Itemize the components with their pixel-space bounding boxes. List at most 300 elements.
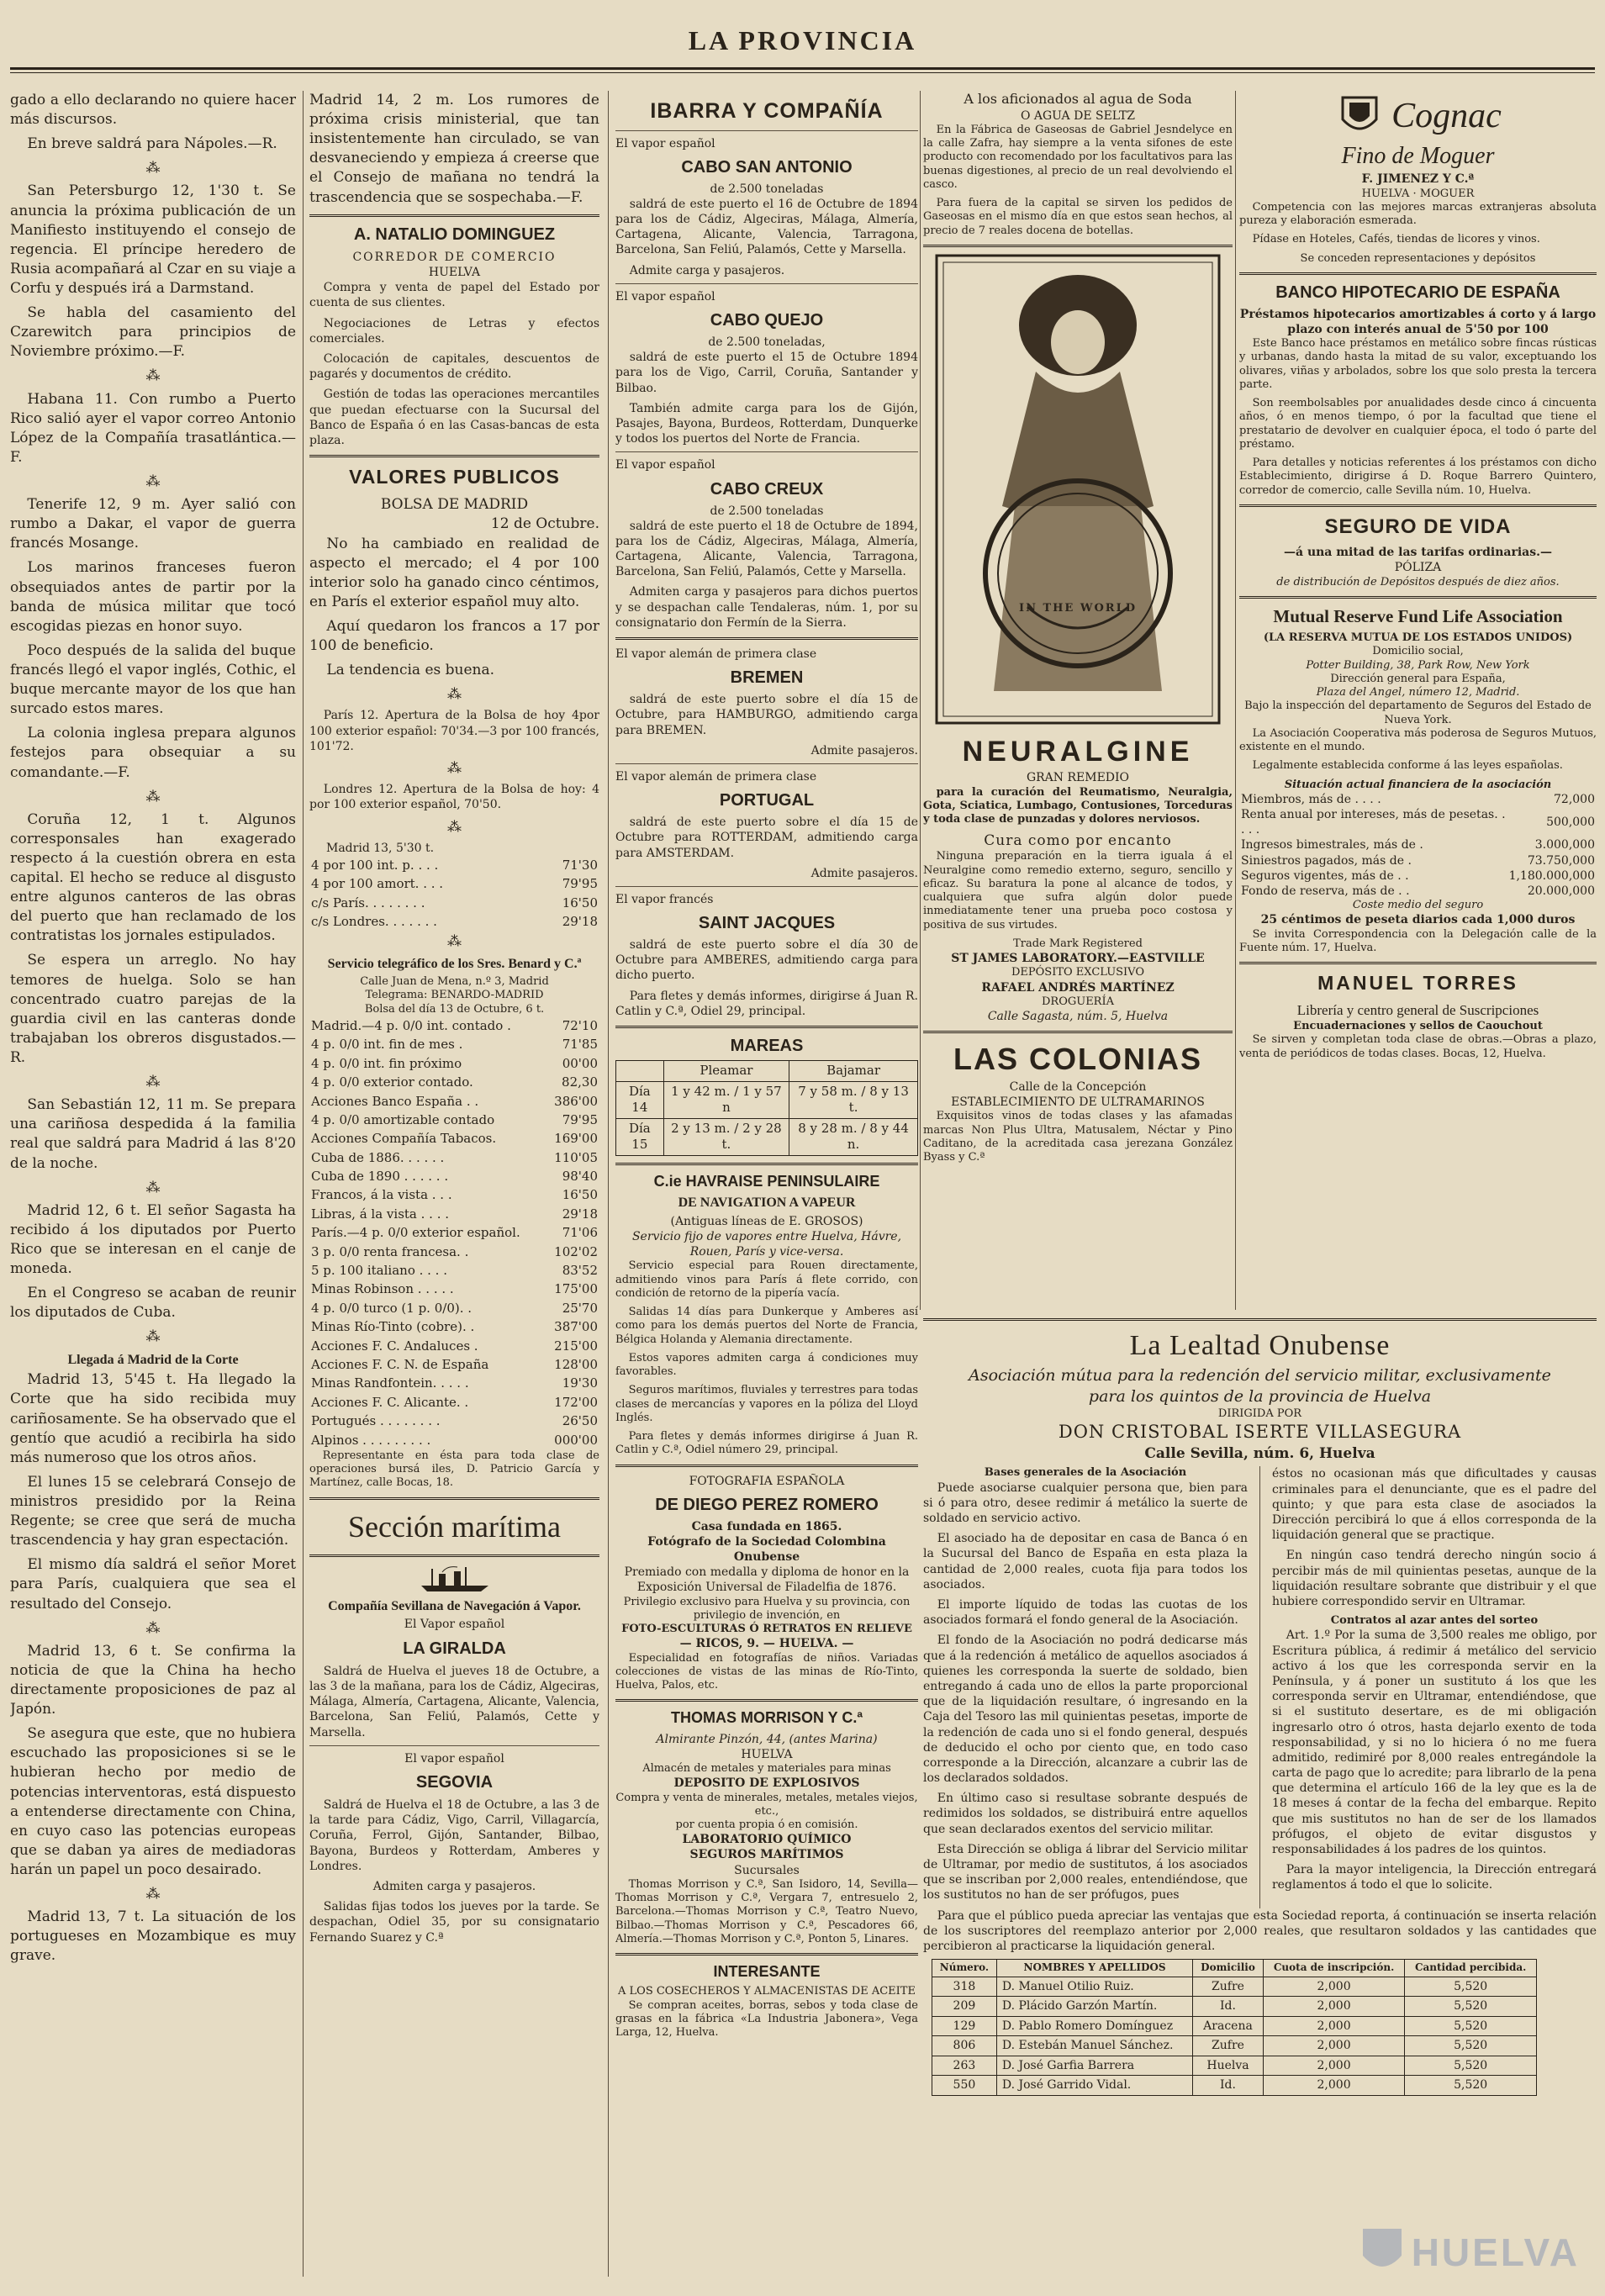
shipping-company: Compañía Sevillana de Navegación á Vapor. [328,1598,581,1613]
quote-value: 71'30 [562,857,598,873]
quote-value: 79'95 [562,1111,598,1127]
quote-label: Fondo de reserva, más de . . [1241,884,1410,898]
ship-name: LA GIRALDA [403,1639,506,1658]
lealtad-paragraph: El fondo de la Asociación no podrá dedicarse más que á la redención á metálico de aquellos asociados á quienes les corresponda la suerte de soldado, bien entregando á cada uno de ellos la parte proporcional que de la liquidación resultare, ó ingresando en la Caja del Tesoro las mil quinientas pesetas, importe de la redención de cada uno si el fondo general, después de deducido el ocho por ciento que, en todo caso corresponde a la Dirección, alcanzare a cubrir las de los declarados soldados. [923,1634,1248,1786]
banco-text: Para detalles y noticias referentes á los préstamos con dicho Establecimiento, dirigirse á D. Roque Barrero Quintero, corredor de comercio, calle Sevilla núm. 10, Huelva. [1239,457,1597,497]
quote-label: Renta anual por intereses, más de pesetas. . . . . [1241,808,1506,837]
broker-city: HUELVA [428,266,481,280]
photo-line: Premiado con medalla y diploma de honor en la Exposición Universal de Filadelfia de 1876. [624,1565,910,1595]
ship-label: El vapor español [615,458,715,472]
column-ads-left [923,91,1233,1335]
morrison-line: por cuenta propia ó en comisión. [675,1818,858,1832]
table-row [1239,884,1597,899]
tide-low: 7 y 58 m. / 8 y 13 t. [789,1081,918,1118]
mutual-line: Domicilio social, [1372,645,1464,658]
quote-value: 19'30 [562,1375,598,1391]
morrison-city: HUELVA [741,1747,793,1761]
ship-route: Saldrá de Huelva el 18 de Octubre, a las 3 de la tarde para Cádiz, Vigo, Carril, Villagarcía, Coruña, Ferrol, Gijón, Santander, Bilbao, Bayona, Burdeos y Rotterdam, Amberes y Londres. [309,1798,599,1873]
lealtad-bottom: Para que el público pueda apreciar las ventajas que esta Sociedad reporta, á continuación se inserta relación de los suscriptores del reemplazo anterior por 2,000 reales, que resultaron soldados y las cantidades que percibieron al practicarse la liquidación general. [923,1908,1597,1953]
quote-value: 175'00 [554,1281,598,1297]
torres-title: MANUEL TORRES [1317,972,1518,995]
roster-cell: 5,520 [1405,2016,1537,2035]
photo-title: FOTOGRAFIA ESPAÑOLA [689,1474,845,1488]
lealtad-onubense-ad [923,1312,1597,2287]
market-paragraph: No ha cambiado en realidad de aspecto el mercado; el 4 por 100 interior solo ha ganado cinco céntimos, en París el exterior español muy alto. [309,535,599,610]
banco-title: BANCO HIPOTECARIO DE ESPAÑA [1275,282,1560,302]
lealtad-paragraph: El importe líquido de todas las cuotas de los asociados formará el fondo general de la Asociación. [923,1598,1248,1628]
quote-value: 128'00 [554,1357,598,1372]
lealtad-director: DON CRISTOBAL ISERTE VILLASEGURA [1058,1422,1462,1443]
table-row [932,2016,1537,2035]
roster-cell: 806 [932,2036,997,2056]
tides-table [615,1060,918,1156]
market-paragraph: Aquí quedaron los francos a 17 por 100 de beneficio. [309,618,599,655]
tide-low: 8 y 28 m. / 8 y 44 n. [789,1118,918,1155]
asterism-icon: ⁂ [145,1179,161,1196]
watermark [1359,2225,1580,2279]
asterism-icon: ⁂ [447,686,462,704]
havraise-service: Servicio fijo de vapores entre Huelva, Hávre, Rouen, París y vice-versa. [631,1229,902,1259]
quote-value: 16'50 [562,895,598,910]
quote-label: 4 p. 0/0 exterior contado. [311,1074,473,1090]
photo-line: FOTO-ESCULTURAS Ó RETRATOS EN RELIEVE [621,1623,912,1636]
asterism-icon: ⁂ [145,1886,161,1903]
quote-label: Ingresos bimestrales, más de . [1241,838,1423,852]
quote-label: c/s París. . . . . . . . [311,895,425,910]
photo-line: Privilegio exclusivo para Huelva y su provincia, con privilegio de invención, en [623,1595,911,1622]
ship-name: CABO SAN ANTONIO [681,157,853,177]
ship-label: El vapor alemán de primera clase [615,647,817,661]
table-row [309,1111,599,1129]
seguro-title: SEGURO DE VIDA [1324,515,1512,538]
table-row [309,1317,599,1336]
lealtad-paragraph: El asociado ha de depositar en casa de Banca ó en la Sucursal del Banco de España en esta plaza la cantidad de 2,000 reales, cuota fija para todos los asociados. [923,1532,1248,1591]
mutual-text: Legalmente establecida conforme á las leyes españolas. [1252,759,1563,773]
lealtad-subtitle: Asociación mútua para la redención del servicio militar, exclusivamente para los quintos de la provincia de Huelva [969,1365,1551,1406]
mutual-cost: 25 céntimos de peseta diarios cada 1,000 duros [1260,913,1576,927]
lealtad-title: La Lealtad Onubense [1129,1330,1391,1361]
neuralgine-agent: RAFAEL ANDRÉS MARTÍNEZ [981,980,1175,995]
coat-of-arms-icon [1334,91,1385,141]
banco-text: Este Banco hace préstamos en metálico sobre fincas rústicas y urbanas, dando hasta la mitad de su valor, exceptuando los olivares, viñas y arbolados, sobre los que solo presta la tercera parte. [1239,337,1597,391]
broker-name: A. NATALIO DOMINGUEZ [353,224,556,244]
quote-label: Acciones F. C. N. de España [311,1357,489,1372]
asterism-icon: ⁂ [447,818,462,836]
table-row [1239,792,1597,807]
neuralgine-address: Calle Sagasta, núm. 5, Huelva [987,1010,1169,1024]
table-row [616,1118,918,1155]
roster-cell: 550 [932,2076,997,2095]
quote-value: 29'18 [562,1206,598,1222]
news-paragraph: Madrid 14, 2 m. Los rumores de próxima crisis ministerial, que tan insistentemente han circulado, se van desvaneciendo y empieza á creerse que el Consejo de mañana no tendrá la trascendencia que se sospechaba.—F. [309,92,599,206]
table-row [309,856,599,874]
ship-name: SAINT JACQUES [698,914,836,933]
table-row [309,1148,599,1167]
ship-tonnage: de 2.500 toneladas [710,182,824,196]
table-row [309,1205,599,1223]
quote-value: 00'00 [562,1055,598,1071]
morrison-title: THOMAS MORRISON Y C.ª [670,1709,863,1727]
quote-value: 000'00 [554,1432,598,1448]
mutual-title: Mutual Reserve Fund Life Association [1273,605,1563,626]
table-row [309,1129,599,1148]
mutual-line: Plaza del Angel, número 12, Madrid. [1316,686,1520,699]
ship-route: Saldrá de Huelva el jueves 18 de Octubre, a las 3 de la mañana, para los de Cádiz, Algeciras, Málaga, Almería, Cartagena, Alicante, Valencia, Barcelona, San Feliú, Palamós, Cette y Marsella. [309,1664,599,1739]
quote-value: 72,000 [1554,792,1595,806]
quote-value: 29'18 [562,913,598,929]
madrid-quotes-table [309,856,599,932]
quote-value: 73.750,000 [1527,853,1595,868]
neuralgine-sub: GRAN REMEDIO [1026,771,1130,785]
table-row [1239,853,1597,868]
morrison-branches: Thomas Morrison y C.ª, San Isidoro, 14, Sevilla—Thomas Morrison y C.ª, Vergara 7, entresuelo 2, Barcelona.—Thomas Morrison y C.ª, Teatro Nuevo, Bilbao.—Thomas Morrison y C.ª, Pescadores 66, Almería.—Thomas Morrison y C.ª, Ponton 5, Linares. [615,1877,918,1945]
asterism-icon: ⁂ [145,788,161,805]
telegraph-code: Telegrama: BENARDO-MADRID [365,989,544,1002]
morrison-line: LABORATORIO QUÍMICO [682,1833,852,1847]
news-paragraph: El mismo día saldrá el señor Moret para París, cualquiera que sea el resultado del Consejo. [10,1556,296,1612]
roster-cell: D. Plácido Garzón Martín. [996,1997,1192,2016]
ship-name: CABO QUEJO [710,311,824,330]
quote-label: Madrid.—4 p. 0/0 int. contado . [311,1017,511,1033]
lealtad-paragraph: Esta Dirección se obliga á librar del Servicio militar de Ultramar, por medio de sustitutos, á los asociados que se inscriban por 2,000 reales, entendiéndose, que los sustitutos no han de ser prófugos, pues [923,1842,1248,1903]
news-paragraph: San Petersburgo 12, 1'30 t. Se anuncia la próxima publicación de un Manifiesto instituyendo el consejo de regencia. El príncipe heredero de Rusia acompañará al Czar en su viaje a Corfu y después irá a Darmstand. [10,182,296,297]
havraise-paragraph: Salidas 14 días para Dunkerque y Amberes así como para los demás puertos del Norte de Francia, Bélgica Holanda y Alemania directamente. [615,1306,918,1346]
soda-subtitle: O AGUA DE SELTZ [1020,108,1136,123]
masthead: LA PROVINCIA [688,25,917,55]
table-row [309,1073,599,1091]
telegraph-quotes-table [309,1016,599,1449]
roster-cell: D. José Garrido Vidal. [996,2076,1192,2095]
photo-line: Especialidad en fotografías de niños. Variadas colecciones de vistas de las minas de Río-Tinto, Huelva, Palos, etc. [615,1651,918,1692]
morrison-line: Compra y venta de minerales, metales, metales viejos, etc., [615,1791,918,1818]
table-row [309,1167,599,1185]
roster-cell: Huelva [1193,2056,1264,2075]
roster-cell: 5,520 [1405,2076,1537,2095]
table-row [932,2036,1537,2056]
photo-owner: DE DIEGO PEREZ ROMERO [655,1495,879,1514]
roster-cell: 2,000 [1263,2056,1404,2075]
roster-cell: Zufre [1193,2036,1264,2056]
news-paragraph: Se asegura que este, que no hubiera escuchado las proposiciones si se le hubieran hecho por medio de potencias interventoras, está dispuesto a entenderse directamente con China, en cuyo caso las potencias europeas que se daban ya aires de mediadoras harán un papel un poco desairado. [10,1725,296,1878]
tide-high: 2 y 13 m. / 2 y 28 t. [663,1118,789,1155]
tide-day: Día 15 [616,1118,664,1155]
table-row [932,1977,1537,1996]
quote-label: Acciones Compañía Tabacos. [311,1131,497,1147]
photo-founded: Casa fundada en 1865. [691,1519,842,1533]
quote-label: c/s Londres. . . . . . . [311,913,437,929]
quote-value: 72'10 [562,1017,598,1033]
lealtad-contracts: Contratos al azar antes del sorteo [1330,1614,1539,1628]
quote-label: Portugués . . . . . . . . [311,1413,441,1429]
quote-value: 79'95 [562,876,598,892]
quote-label: Acciones F. C. Alicante. . [311,1394,469,1410]
lealtad-bases: Bases generales de la Asociación [984,1466,1187,1480]
lealtad-address: Calle Sevilla, núm. 6, Huelva [1144,1445,1375,1462]
ship-label: El vapor alemán de primera clase [615,769,817,784]
quote-value: 169'00 [554,1131,598,1147]
havraise-paragraph: Estos vapores admiten carga á condiciones muy favorables. [615,1351,918,1378]
section-title: VALORES PUBLICOS [349,466,560,488]
quote-label: París.—4 p. 0/0 exterior español. [311,1225,520,1241]
quote-label: Libras, á la vista . . . . [311,1206,450,1222]
neuralgine-tagline: Cura como por encanto [984,832,1172,850]
mutual-subtitle: (LA RESERVA MUTUA DE LOS ESTADOS UNIDOS) [1263,631,1573,645]
quote-label: Minas Randfontein. . . . . [311,1375,469,1391]
soda-paragraph: Para fuera de la capital se sirven los pedidos de Gaseosas en el mismo día en que estos sean hechos, al precio de 7 reales docena de botellas. [923,197,1233,237]
roster-cell: 2,000 [1263,2076,1404,2095]
tide-high: 1 y 42 m. / 1 y 57 n [663,1081,789,1118]
table-row [616,1081,918,1118]
table-row [309,912,599,931]
date-line: 12 de Octubre. [490,515,599,533]
cognac-text: Se conceden representaciones y depósitos [1300,251,1536,265]
mutual-stats-table [1239,792,1597,899]
cognac-logo: Cognac [1391,96,1502,135]
oil-ad-subtitle: A LOS COSECHEROS Y ALMACENISTAS DE ACEITE [618,1985,916,1998]
quote-value: 215'00 [554,1338,598,1354]
quote-label: Cuba de 1890 . . . . . . [311,1169,449,1185]
table-row [309,1016,599,1035]
colonias-type: ESTABLECIMIENTO DE ULTRAMARINOS [951,1095,1205,1110]
ship-note: Admiten carga y pasajeros. [372,1880,536,1894]
news-paragraph: San Sebastián 12, 11 m. Se prepara una cariñosa despedida á la familia real que saldrá para Madrid á las 8'20 de la noche. [10,1096,296,1172]
quote-value: 110'05 [554,1149,598,1165]
column-divider [608,91,609,2277]
quote-label: 5 p. 100 italiano . . . . [311,1263,447,1279]
ship-route: saldrá de este puerto sobre el día 15 de Octubre, para HAMBURGO, admitiendo carga para BREMEN. [615,693,918,737]
news-paragraph: Poco después de la salida del buque francés llegó el vapor inglés, Cothic, el buque mercante mayor de los que han surcado estos mares. [10,641,296,718]
ship-label: El vapor español [615,289,715,303]
table-header: Cantidad percibida. [1405,1960,1537,1977]
news-paragraph: Se habla del casamiento del Czarewitch para principios de Noviembre próximo.—F. [10,304,296,361]
shield-icon [1359,2225,1405,2279]
roster-cell: 5,520 [1405,2036,1537,2056]
lealtad-paragraph: Para la mayor inteligencia, la Dirección entregará reglamentos á todo el que lo solicite. [1271,1863,1597,1892]
tides-header: Pleamar [663,1061,789,1082]
telegraph-title: Servicio telegráfico de los Sres. Benard y C.ª [327,957,582,972]
cognac-cities: HUELVA · MOGUER [1361,187,1475,200]
ship-route: saldrá de este puerto el 16 de Octubre de 1894 para los de Cádiz, Algeciras, Málaga, Almería, Cartagena, Alicante, Valencia, Tarragona, Barcelona, San Feliú, Palamós, Cette y Marsella. [615,197,918,257]
roster-cell: Id. [1193,1997,1264,2016]
seguro-sub: —á una mitad de las tarifas ordinarias.— [1284,546,1552,560]
ship-route: saldrá de este puerto sobre el día 15 de Octubre para ROTTERDAM, admitiendo carga para AMSTERDAM. [615,815,918,860]
column-divider [303,91,304,2277]
column-shipping [615,91,918,2287]
table-row [932,2056,1537,2075]
neuralgine-name: NEURALGINE [962,736,1194,768]
telegraph-note: Representante en ésta para toda clase de operaciones bursá iles, D. Patricio García y Martínez, calle Bocas, 18. [309,1449,599,1490]
quote-value: 98'40 [562,1169,598,1185]
roster-cell: Zufre [1193,1977,1264,1996]
colonias-text: Exquisitos vinos de todas clases y las afamadas marcas Non Plus Ultra, Matusalem, Néctar y Pino Caditano, de la acreditada casa jerezana González Byass y C.ª [923,1110,1233,1164]
seguro-poliza: PÓLIZA [1394,561,1442,575]
photo-line: Fotógrafo de la Sociedad Colombina Onubense [647,1534,886,1565]
roster-cell: 2,000 [1263,2036,1404,2056]
havraise-paragraph: Para fletes y demás informes dirigirse á Juan R. Catlin y C.ª, Odiel número 29, principal. [615,1430,918,1457]
roster-cell: D. Pablo Romero Domínguez [996,2016,1192,2035]
mutual-cost-label: Coste medio del seguro [1352,899,1484,912]
asterism-icon: ⁂ [145,1074,161,1091]
news-paragraph: Los marinos franceses fueron obsequiados antes de partir por la banda de música militar que tocó escogidas piezas en honor suyo. [10,559,296,635]
banco-text: Son reembolsables por anualidades desde cinco á cincuenta años, ó en menos tiempo, ó por la facultad que tiene el prestatario de devolver en cualquier época, el todo ó parte del préstamo. [1239,397,1597,451]
ship-label: El vapor español [615,136,715,150]
morrison-address: Almirante Pinzón, 44, (antes Marina) [656,1732,878,1746]
mutual-line: Bajo la inspección del departamento de Seguros del Estado de Nueva York. [1244,699,1592,726]
broker-line: Compra y venta de papel del Estado por cuenta de sus clientes. [309,281,599,310]
mutual-text: La Asociación Cooperativa más poderosa de Seguros Mutuos, existente en el mundo. [1239,726,1597,754]
asterism-icon: ⁂ [145,160,161,177]
news-paragraph: La colonia inglesa prepara algunos festejos para obsequiar a su comandante.—F. [10,725,296,781]
roster-cell: 5,520 [1405,1977,1537,1996]
lealtad-directed: DIRIGIDA POR [1217,1407,1302,1421]
quote-label: 4 p. 0/0 int. fin próximo [311,1055,462,1071]
torres-text: Se sirven y completan toda clase de obras.—Obras a plazo, venta de periódicos de todas clases. Bocas, 12, Huelva. [1239,1033,1597,1060]
quote-label: 4 por 100 amort. . . . [311,876,444,892]
steamship-icon [417,1564,493,1594]
quote-value: 83'52 [562,1263,598,1279]
table-row [1239,837,1597,852]
cognac-text: Competencia con las mejores marcas extranjeras absoluta pureza y elaboración esmerada. [1239,200,1597,228]
ship-label: El vapor francés [615,892,714,906]
ship-route: saldrá de este puerto el 18 de Octubre de 1894, para los de Cádiz, Algeciras, Málaga, Almería, Cartagena, Alicante, Valencia, Tarragona, Barcelona, San Feliú, Palamós, Cette y Marsella. [615,519,918,579]
tides-header: Bajamar [789,1061,918,1082]
table-row [309,1337,599,1355]
table-row [309,1355,599,1374]
havraise-note: (Antiguas líneas de E. GROSOS) [670,1214,863,1228]
news-paragraph: Se espera un arreglo. No hay temores de huelga. Solo se han concentrado cuatro parejas de la guardia civil en las canteras donde trabajaban los obreros disgustados.—R. [10,952,296,1067]
ship-name: BREMEN [730,668,804,688]
table-row [309,1412,599,1430]
neuralgine-banner: IN THE WORLD [1018,601,1138,615]
section-title-maritime: Sección marítima [348,1509,561,1544]
news-paragraph: Coruña 12, 1 t. Algunos corresponsales han exagerado respecto á la cuestión obrera en esta capital. El hecho se reduce al disgusto entre algunos canteros de las obras del puerto que han reclamado de los contratistas los jornales estipulados. [10,810,296,945]
havraise-subtitle: DE NAVIGATION A VAPEUR [678,1195,856,1210]
colonias-title: LAS COLONIAS [953,1042,1202,1077]
column-divider [1235,91,1236,1310]
lealtad-paragraph: En ningún caso tendrá derecho ningún socio á percibir más de mil quinientas pesetas, aunque de la liquidación resultare sobrante que distribuir y el que hubiere correspondido servir en Ultramar. [1271,1549,1597,1608]
torres-sub2: Encuadernaciones y sellos de Caouchout [1293,1020,1543,1033]
morrison-line: SEGUROS MARÍTIMOS [689,1848,844,1862]
roster-cell: D. Estebán Manuel Sánchez. [996,2036,1192,2056]
quote-label: Minas Río-Tinto (cobre). . [311,1319,475,1335]
ship-tonnage: de 2.500 toneladas, [708,335,826,349]
morrison-line: DEPOSITO DE EXPLOSIVOS [673,1776,860,1791]
table-row [309,1431,599,1449]
ship-name: SEGOVIA [415,1772,494,1792]
lealtad-paragraph: Art. 1.º Por la suma de 3,500 reales me obligo, por Escritura pública, á redimir á metálico del servicio activo á los que les corresponda servir en la Península, y á poner un sustituto á los que les corresponda servir en Ultramar, entendiéndose, que si el sustituto desertare, es de mi obligación ingresarlo otro ó otros, hasta dejarlo exento de toda responsabilidad, y si no lo hiciera ó no me fuera admitido, redimiré por 8,000 reales entregándole la carta de pago que lo acredite; para librarlo de la pena que determina el artículo 166 de la ley que es la de 18 meses á contar de la fecha del embarque. Repito que mis sustitutos no han de ser de los llamados prófugos, el objeto de evitar disgustos y responsabilidades á los padres de los quintos. [1271,1628,1597,1856]
seguro-sub2: de distribución de Depósitos después de diez años. [1276,575,1560,589]
quote-label: 4 p. 0/0 turco (1 p. 0/0). . [311,1300,473,1316]
news-paragraph: Madrid 13, 5'45 t. Ha llegado la Corte que ha sido recibida muy cariñosamente. Se ha observado que el gentío que acudió a recibirla ha sido más numeroso que los otros años. [10,1371,296,1466]
quote-value: 26'50 [562,1413,598,1429]
ship-tonnage: de 2.500 toneladas [710,504,824,518]
quote-value: 500,000 [1546,815,1595,830]
quote-label: Acciones F. C. Andaluces . [311,1338,478,1354]
broker-role: CORREDOR DE COMERCIO [352,250,557,264]
ship-label: El Vapor español [404,1618,505,1632]
quote-label: Cuba de 1886. . . . . . [311,1149,445,1165]
roster-cell: 5,520 [1405,2056,1537,2075]
table-row [309,1243,599,1261]
tides-title: MAREAS [730,1037,804,1055]
ship-name: CABO CREUX [710,479,824,499]
ship-note: Admite pasajeros. [810,866,918,880]
table-header: NOMBRES Y APELLIDOS [996,1960,1192,1977]
masthead-rule-thin [10,72,1595,73]
quote-label: Acciones Banco España . . [311,1093,479,1109]
ship-note: Para fletes y demás informes, dirigirse á Juan R. Catlin y C.ª, Odiel 29, principal. [615,989,918,1018]
colonias-street: Calle de la Concepción [1009,1080,1147,1095]
table-row [309,1035,599,1053]
asterism-icon: ⁂ [145,1619,161,1637]
news-paragraph: gado a ello declarando no quiere hacer más discursos. [10,92,296,129]
havraise-paragraph: Servicio especial para Rouen directamente, admitiendo vinos para París á flete corrido, con condición de retorno de la pipería vacía. [615,1259,918,1300]
table-row [309,1393,599,1412]
asterism-icon: ⁂ [145,472,161,490]
quote-label: Siniestros pagados, más de . [1241,853,1412,868]
column-news [10,91,296,2287]
havraise-paragraph: Seguros marítimos, fluviales y terrestres para todas clases de mercancías y vapores en la póliza del Lloyd Inglés. [615,1384,918,1424]
news-paragraph: Madrid 13, 7 t. La situación de los portugueses en Mozambique es muy grave. [10,1908,296,1965]
neuralgine-illustration [935,254,1221,725]
masthead-rule [10,67,1595,70]
roster-cell: 263 [932,2056,997,2075]
neuralgine-text: Ninguna preparación en la tierra iguala á el Neuralgine como remedio externo, seguro, sencillo y eficaz. Su baratura la pone al alcance de todos, y cualquiera que sufra algún dolor puede inmediatamente tener una prueba poco costosa y positiva de sus virtudes. [923,850,1233,932]
quote-head: Madrid 13, 5'30 t. [326,841,435,855]
asterism-icon: ⁂ [145,1328,161,1346]
ibarra-title: IBARRA Y COMPAÑÍA [650,99,884,123]
table-header: Número. [932,1960,997,1977]
column-ads-right [1239,91,1597,1335]
quote-value: 102'02 [554,1243,598,1259]
telegraph-address: Calle Juan de Mena, n.º 3, Madrid [360,975,549,989]
column-finance [309,91,599,2287]
roster-cell: 209 [932,1997,997,2016]
quote-label: 4 p. 0/0 int. fin de mes . [311,1037,463,1053]
quote-value: 16'50 [562,1187,598,1203]
quote-label: Miembros, más de . . . . [1241,792,1381,806]
quote-label: 4 p. 0/0 amortizable contado [311,1111,495,1127]
quote-value: 3.000,000 [1534,838,1595,852]
mutual-situation: Situación actual financiera de la asociación [1284,778,1552,791]
ship-note: Admiten carga y pasajeros para dichos puertos y se despachan calle Tendaleras, núm. 1, por su consignatario don Fermín de la Sierra. [615,585,918,630]
roster-cell: Id. [1193,2076,1264,2095]
table-row [309,1280,599,1298]
quote-value: 82,30 [562,1074,598,1090]
news-paragraph: Habana 11. Con rumbo a Puerto Rico salió ayer el vapor correo Antonio López de la Compañía trasatlántica.—F. [10,390,296,466]
quote-value: 71'06 [562,1225,598,1241]
quote-label: 3 p. 0/0 renta francesa. . [311,1243,469,1259]
table-row [932,1997,1537,2016]
mutual-text: Se invita Correspondencia con la Delegación calle de la Fuente núm. 17, Huelva. [1239,927,1597,954]
quote-label: Francos, á la vista . . . [311,1187,452,1203]
quote-value: 387'00 [554,1319,598,1335]
cognac-text: Pídase en Hoteles, Cafés, tiendas de licores y vinos. [1252,233,1540,246]
ship-route: saldrá de este puerto sobre el día 30 de Octubre para AMBERES, admitiendo carga para dicho puerto. [615,938,918,983]
telegraph-date: Bolsa del día 13 de Octubre, 6 t. [364,1002,545,1016]
ship-note: También admite carga para los de Gijón, Pasajes, Bayona, Burdeos, Rotterdam, Dunquerke y todos los puertos del Norte de Francia. [615,401,918,446]
morrison-line: Sucursales [734,1863,800,1877]
subsection-title: BOLSA DE MADRID [380,496,529,514]
quote-value: 172'00 [554,1394,598,1410]
quote-value: 1,180.000,000 [1508,868,1595,883]
market-paragraph: París 12. Apertura de la Bolsa de hoy 4por 100 exterior español: 70'34.—3 por 100 francés, 101'72. [309,709,599,753]
quote-label: Alpinos . . . . . . . . . [311,1432,431,1448]
table-row [1239,807,1597,837]
broker-line: Colocación de capitales, descuentos de pagarés y documentos de crédito. [309,351,599,382]
neuralgine-drogueria: DROGUERÍA [1041,995,1114,1008]
table-row [309,1261,599,1280]
